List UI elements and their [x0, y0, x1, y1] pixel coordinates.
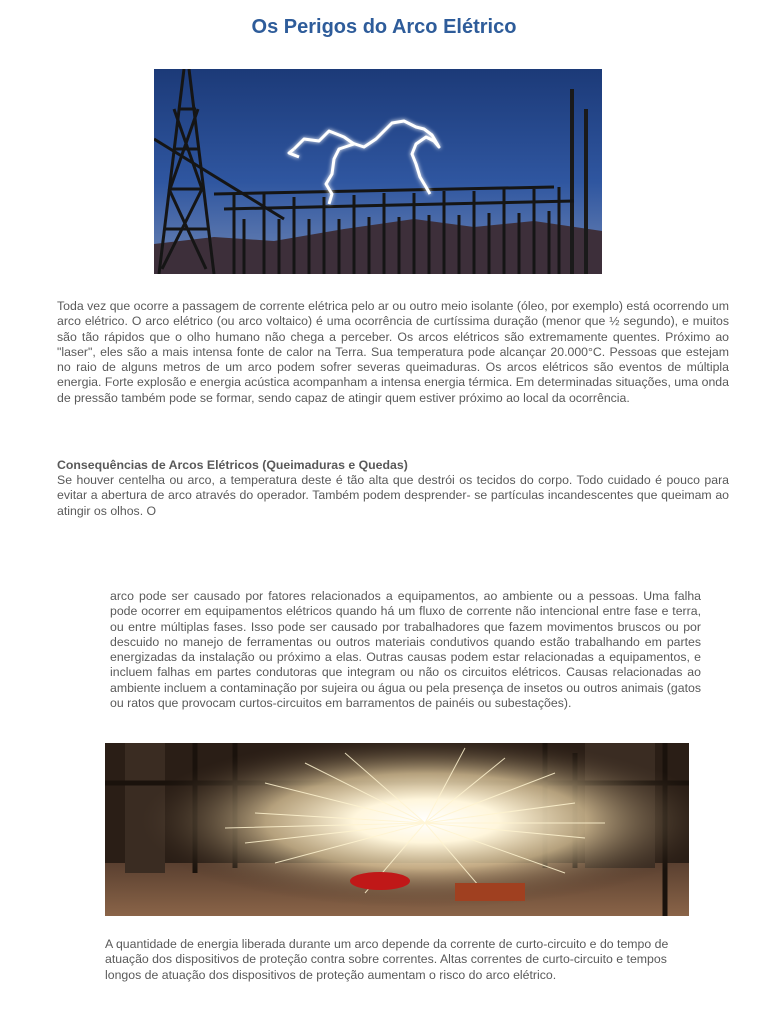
energy-paragraph: A quantidade de energia liberada durante um arco depende da corrente de curto-circuito e do tempo de atuação dos dispositivos de proteção contra sobre correntes. Altas correntes de curto-circuito e tempos longos de atuação dos dispositivos de proteção aumentam o risco do arco elétrico. — [105, 937, 669, 982]
page-title: Os Perigos do Arco Elétrico — [251, 16, 517, 38]
intro-paragraph: Toda vez que ocorre a passagem de corrente elétrica pelo ar ou outro meio isolante (óleo, por exemplo) está ocorrendo um arco elétrico. O arco elétrico (ou arco voltaico) é uma ocorrência de curtíssima duração (menor que ½ segundo), e muitos são tão rápidos que o olho humano não chega a perceber. Os arcos elétricos são extremamente quentes. Próximo ao "laser", eles são a mais intensa fonte de calor na Terra. Sua temperatura pode alcançar 20.000°C. Pessoas que estejam no raio de alguns metros de um arco podem sofrer severas queimaduras. Os arcos elétricos são eventos de múltipla energia. Forte explosão e energia acústica acompanham a intensa energia térmica. Em determinadas situações, uma onda de pressão também pode se formar, sendo capaz de atingir quem estiver próximo ao local da ocorrência. — [57, 299, 729, 405]
consequences-paragraph: Se houver centelha ou arco, a temperatura deste é tão alta que destrói os tecidos do corpo. Todo cuidado é pouco para evitar a abertura de arco através do operador. Também podem desprender- se partículas incandescentes que queimam ao atingir os olhos. O — [57, 473, 729, 518]
section-heading: Consequências de Arcos Elétricos (Queimaduras e Quedas) — [57, 458, 408, 472]
electric-arc-photo — [154, 69, 602, 274]
arc-flash-sparks-photo — [105, 743, 689, 916]
causes-paragraph: arco pode ser causado por fatores relacionados a equipamentos, ao ambiente ou a pessoas. Uma falha pode ocorrer em equipamentos elétricos quando há um fluxo de corrente não intencional entre fase e terra, ou entre múltiplas fases. Isso pode ser causado por trabalhadores que fazem movimentos bruscos ou por descuido no manejo de ferramentas ou outros materiais condutivos quando estão trabalhando em partes energizadas da instalação ou próximo a elas. Outras causas podem estar relacionadas a equipamentos, e incluem falhas em partes condutoras que integram ou não os circuitos elétricos. Causas relacionadas ao ambiente incluem a contaminação por sujeira ou água ou pela presença de insetos ou outros animais (gatos ou ratos que provocam curtos-circuitos em barramentos de painéis ou subestações). — [110, 589, 701, 711]
